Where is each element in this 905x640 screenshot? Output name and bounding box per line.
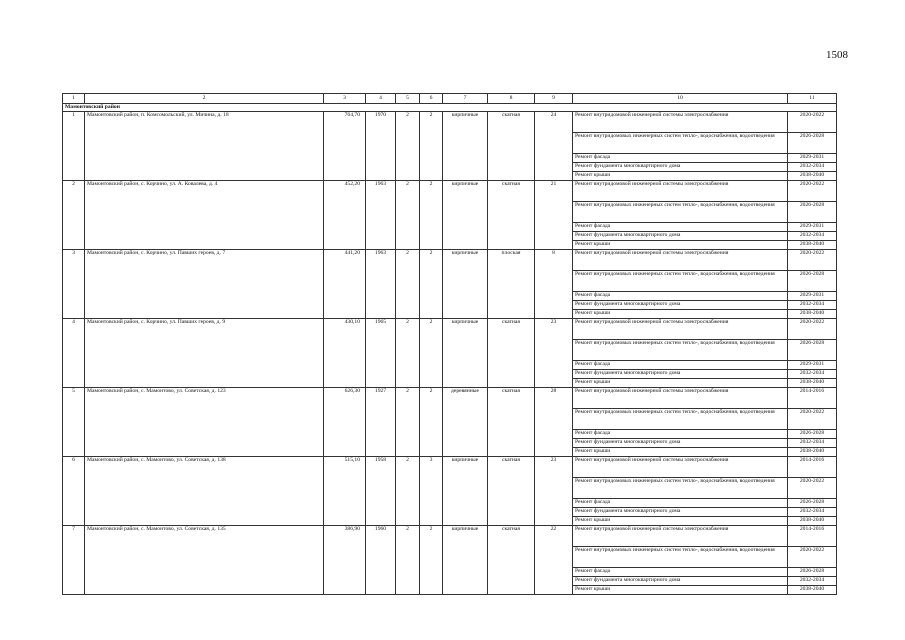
work-period: 2014-2016 <box>788 526 837 547</box>
column-number: 2 <box>85 94 324 104</box>
building-address: Мамонтовский район, с. Мамонтово, ул. Советская, д. 123 <box>85 388 324 457</box>
work-period: 2014-2016 <box>788 457 837 478</box>
work-period: 2038-2040 <box>788 586 837 595</box>
building-number: 6 <box>63 457 85 526</box>
work-name: Ремонт внутридомовой инженерной системы электроснабжения <box>573 457 788 478</box>
roof-type: скатная <box>488 457 535 526</box>
work-period: 2020-2022 <box>788 112 837 133</box>
building-entrances: 2 <box>420 250 443 319</box>
flat-count: 22 <box>535 526 573 595</box>
work-period: 2026-2028 <box>788 271 837 292</box>
work-name: Ремонт фундамента многоквартирного дома <box>573 439 788 448</box>
work-name: Ремонт фундамента многоквартирного дома <box>573 232 788 241</box>
wall-material: кирпичные <box>443 457 488 526</box>
building-area: 764,70 <box>324 112 366 181</box>
work-name: Ремонт фасада <box>573 499 788 508</box>
work-name: Ремонт внутридомовой инженерной системы электроснабжения <box>573 112 788 133</box>
roof-type: скатная <box>488 388 535 457</box>
work-name: Ремонт фундамента многоквартирного дома <box>573 370 788 379</box>
wall-material: кирпичные <box>443 250 488 319</box>
work-period: 2026-2028 <box>788 499 837 508</box>
building-row <box>63 112 837 133</box>
building-area: 386,90 <box>324 526 366 595</box>
work-name: Ремонт фасада <box>573 361 788 370</box>
flat-count: 24 <box>535 112 573 181</box>
building-year: 1963 <box>366 250 396 319</box>
work-name: Ремонт крыши <box>573 517 788 526</box>
work-name: Ремонт крыши <box>573 379 788 388</box>
roof-type: скатная <box>488 526 535 595</box>
work-name: Ремонт внутридомовых инженерных систем тепло-, водоснабжения, водоотведения <box>573 478 788 499</box>
work-period: 2038-2040 <box>788 172 837 181</box>
work-period: 2026-2028 <box>788 202 837 223</box>
flat-count: 23 <box>535 319 573 388</box>
building-floors: 2 <box>396 388 420 457</box>
work-period: 2032-2034 <box>788 301 837 310</box>
work-name: Ремонт фасада <box>573 292 788 301</box>
work-period: 2026-2028 <box>788 340 837 361</box>
building-year: 1960 <box>366 526 396 595</box>
building-floors: 2 <box>396 250 420 319</box>
building-year: 1958 <box>366 457 396 526</box>
roof-type: скатная <box>488 181 535 250</box>
work-name: Ремонт внутридомовых инженерных систем тепло-, водоснабжения, водоотведения <box>573 340 788 361</box>
work-period: 2020-2022 <box>788 181 837 202</box>
work-period: 2032-2034 <box>788 163 837 172</box>
building-number: 7 <box>63 526 85 595</box>
wall-material: кирпичные <box>443 112 488 181</box>
building-floors: 2 <box>396 526 420 595</box>
wall-material: деревянные <box>443 388 488 457</box>
column-number-row <box>63 94 837 104</box>
work-period: 2038-2040 <box>788 379 837 388</box>
building-entrances: 2 <box>420 388 443 457</box>
work-name: Ремонт фундамента многоквартирного дома <box>573 301 788 310</box>
work-name: Ремонт крыши <box>573 241 788 250</box>
district-row <box>63 104 837 112</box>
work-name: Ремонт внутридомовых инженерных систем тепло-, водоснабжения, водоотведения <box>573 202 788 223</box>
building-entrances: 2 <box>420 112 443 181</box>
building-year: 1963 <box>366 181 396 250</box>
work-period: 2038-2040 <box>788 517 837 526</box>
work-period: 2020-2022 <box>788 319 837 340</box>
flat-count: 23 <box>535 457 573 526</box>
work-name: Ремонт внутридомовой инженерной системы электроснабжения <box>573 319 788 340</box>
district-name: Мамонтовский район <box>63 104 837 112</box>
work-name: Ремонт фундамента многоквартирного дома <box>573 163 788 172</box>
building-area: 626,30 <box>324 388 366 457</box>
building-year: 1970 <box>366 112 396 181</box>
work-name: Ремонт фундамента многоквартирного дома <box>573 577 788 586</box>
work-period: 2014-2016 <box>788 388 837 409</box>
building-address: Мамонтовский район, с. Корчино, ул. Павших героев, д. 9 <box>85 319 324 388</box>
column-number: 9 <box>535 94 573 104</box>
building-number: 3 <box>63 250 85 319</box>
work-name: Ремонт крыши <box>573 586 788 595</box>
building-entrances: 2 <box>420 526 443 595</box>
building-number: 5 <box>63 388 85 457</box>
flat-count: 28 <box>535 388 573 457</box>
work-name: Ремонт крыши <box>573 448 788 457</box>
work-name: Ремонт внутридомовых инженерных систем тепло-, водоснабжения, водоотведения <box>573 271 788 292</box>
capital-repair-table <box>62 93 837 595</box>
column-number: 6 <box>420 94 443 104</box>
building-floors: 2 <box>396 181 420 250</box>
building-floors: 2 <box>396 112 420 181</box>
work-period: 2032-2034 <box>788 508 837 517</box>
work-period: 2026-2028 <box>788 133 837 154</box>
work-period: 2038-2040 <box>788 241 837 250</box>
building-year: 1965 <box>366 319 396 388</box>
building-row <box>63 457 837 478</box>
work-period: 2032-2034 <box>788 232 837 241</box>
building-row <box>63 250 837 271</box>
building-entrances: 3 <box>420 457 443 526</box>
work-period: 2032-2034 <box>788 439 837 448</box>
work-name: Ремонт внутридомовой инженерной системы электроснабжения <box>573 181 788 202</box>
work-period: 2032-2034 <box>788 577 837 586</box>
work-name: Ремонт фасада <box>573 568 788 577</box>
flat-count: 21 <box>535 181 573 250</box>
work-period: 2020-2022 <box>788 478 837 499</box>
building-address: Мамонтовский район, с. Мамонтово, ул. Советская, д. 138 <box>85 457 324 526</box>
work-name: Ремонт внутридомовой инженерной системы электроснабжения <box>573 526 788 547</box>
work-name: Ремонт крыши <box>573 310 788 319</box>
building-area: 452,20 <box>324 181 366 250</box>
work-name: Ремонт внутридомовых инженерных систем тепло-, водоснабжения, водоотведения <box>573 133 788 154</box>
column-number: 4 <box>366 94 396 104</box>
column-number: 8 <box>488 94 535 104</box>
column-number: 7 <box>443 94 488 104</box>
roof-type: скатная <box>488 319 535 388</box>
building-number: 4 <box>63 319 85 388</box>
roof-type: скатная <box>488 112 535 181</box>
building-address: Мамонтовский район, п. Комсомольский, ул. Мичина, д. 18 <box>85 112 324 181</box>
work-name: Ремонт фасада <box>573 223 788 232</box>
work-name: Ремонт крыши <box>573 172 788 181</box>
work-name: Ремонт внутридомовой инженерной системы электроснабжения <box>573 388 788 409</box>
work-period: 2029-2031 <box>788 154 837 163</box>
wall-material: кирпичные <box>443 319 488 388</box>
building-year: 1927 <box>366 388 396 457</box>
work-period: 2020-2022 <box>788 547 837 568</box>
column-number: 3 <box>324 94 366 104</box>
work-name: Ремонт фасада <box>573 430 788 439</box>
work-period: 2026-2028 <box>788 568 837 577</box>
building-area: 441,20 <box>324 250 366 319</box>
building-address: Мамонтовский район, с. Корчино, ул. Павших героев, д. 7 <box>85 250 324 319</box>
roof-type: плоская <box>488 250 535 319</box>
building-row <box>63 388 837 409</box>
page-number: 1508 <box>826 49 848 61</box>
building-area: 515,10 <box>324 457 366 526</box>
work-period: 2029-2031 <box>788 361 837 370</box>
wall-material: кирпичные <box>443 526 488 595</box>
wall-material: кирпичные <box>443 181 488 250</box>
column-number: 11 <box>788 94 837 104</box>
work-period: 2026-2028 <box>788 430 837 439</box>
building-number: 1 <box>63 112 85 181</box>
building-row <box>63 181 837 202</box>
work-period: 2029-2031 <box>788 292 837 301</box>
building-entrances: 2 <box>420 181 443 250</box>
column-number: 5 <box>396 94 420 104</box>
work-period: 2038-2040 <box>788 448 837 457</box>
work-period: 2029-2031 <box>788 223 837 232</box>
building-row <box>63 319 837 340</box>
building-floors: 2 <box>396 457 420 526</box>
column-number: 10 <box>573 94 788 104</box>
work-period: 2038-2040 <box>788 310 837 319</box>
work-period: 2020-2022 <box>788 250 837 271</box>
work-name: Ремонт внутридомовых инженерных систем тепло-, водоснабжения, водоотведения <box>573 409 788 430</box>
building-entrances: 2 <box>420 319 443 388</box>
building-address: Мамонтовский район, с. Мамонтово, ул. Советская, д. 135 <box>85 526 324 595</box>
building-number: 2 <box>63 181 85 250</box>
work-name: Ремонт фасада <box>573 154 788 163</box>
work-period: 2032-2034 <box>788 370 837 379</box>
building-area: 430,10 <box>324 319 366 388</box>
building-row <box>63 526 837 547</box>
work-period: 2020-2022 <box>788 409 837 430</box>
work-name: Ремонт внутридомовой инженерной системы электроснабжения <box>573 250 788 271</box>
flat-count: 8 <box>535 250 573 319</box>
building-floors: 2 <box>396 319 420 388</box>
work-name: Ремонт фундамента многоквартирного дома <box>573 508 788 517</box>
column-number: 1 <box>63 94 85 104</box>
work-name: Ремонт внутридомовых инженерных систем тепло-, водоснабжения, водоотведения <box>573 547 788 568</box>
building-address: Мамонтовский район, с. Корчино, ул. А. Ковалева, д. 4 <box>85 181 324 250</box>
